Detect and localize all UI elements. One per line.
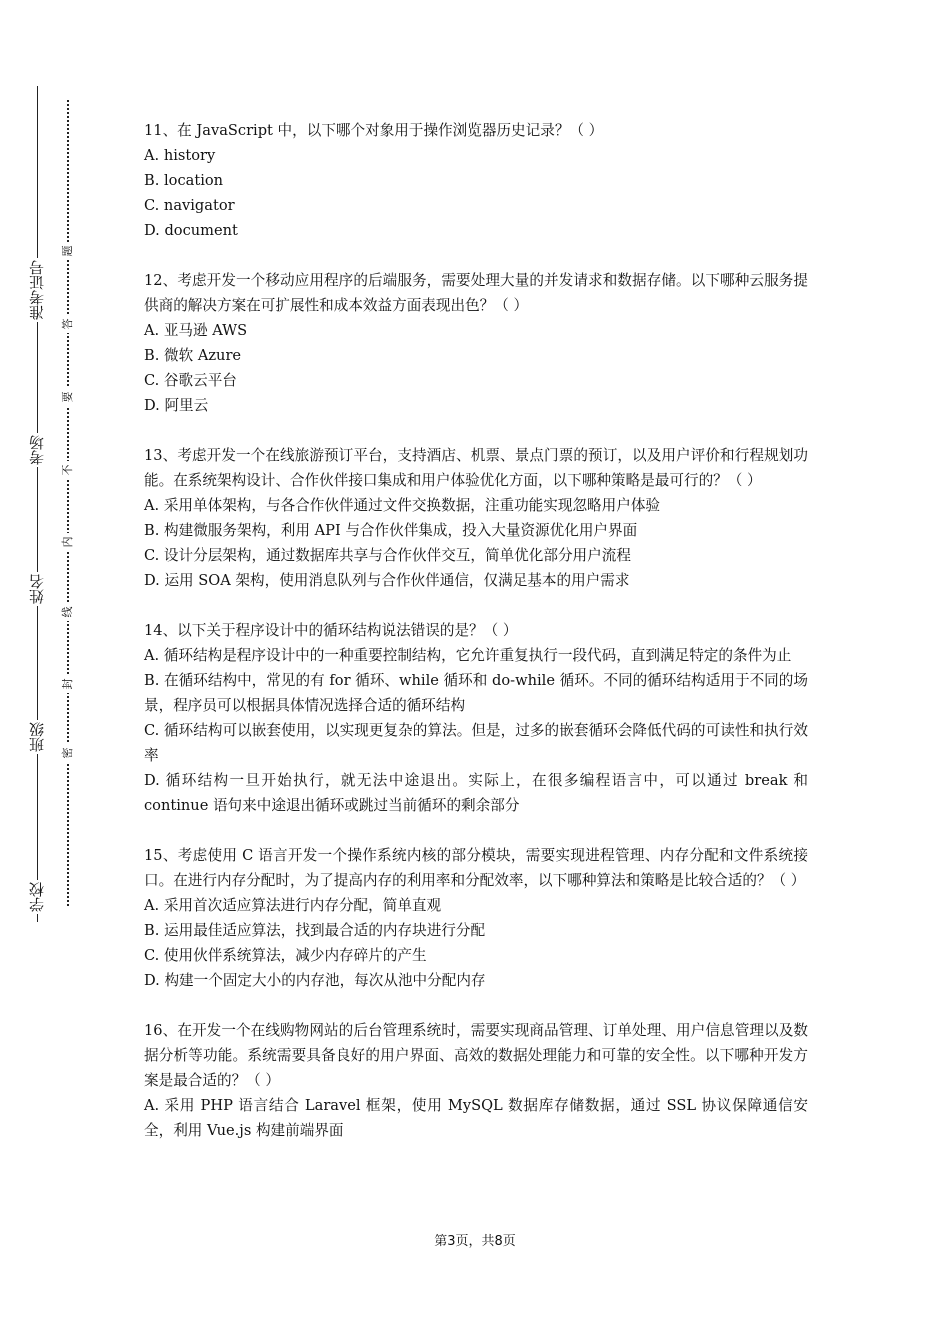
option-d: D. 循环结构一旦开始执行，就无法中途退出。实际上，在很多编程语言中，可以通过 break 和 continue 语句来中途退出循环或跳过当前循环的剩余部分 [144,772,808,814]
option-a: A. history [144,147,216,164]
label-class: 班级 [24,720,50,754]
option-b: B. location [144,172,224,189]
binding-strip [0,0,100,1344]
question-12 [144,268,808,418]
question-14 [144,618,808,818]
seal-char-da: 答 [61,315,75,333]
option-d: D. 阿里云 [144,397,209,414]
question-16 [144,1018,808,1143]
option-b: B. 微软 Azure [144,347,242,364]
label-name: 姓名 [24,572,50,606]
seal-dotted-line [67,100,69,906]
option-a: A. 采用单体架构，与各合作伙伴通过文件交换数据，注重功能实现忽略用户体验 [144,497,661,514]
option-c: C. navigator [144,197,235,214]
question-text: 11、在 JavaScript 中，以下哪个对象用于操作浏览器历史记录？（ ） [144,122,604,139]
seal-char-mi: 密 [61,744,75,762]
question-11 [144,118,808,243]
label-exam-number: 准考证号 [24,258,50,322]
question-text: 16、在开发一个在线购物网站的后台管理系统时，需要实现商品管理、订单处理、用户信息管理以及数据分析等功能。系统需要具备良好的用户界面、高效的数据处理能力和可靠的安全性。以下哪种开发方案是最合适的？（ ） [144,1022,808,1089]
label-school: 学校 [24,880,50,914]
option-a: A. 循环结构是程序设计中的一种重要控制结构，它允许重复执行一段代码，直到满足特定的条件为止 [144,647,792,664]
option-d: D. document [144,222,238,239]
question-text: 14、以下关于程序设计中的循环结构说法错误的是？（ ） [144,622,518,639]
option-a: A. 采用首次适应算法进行内存分配，简单直观 [144,897,442,914]
question-15 [144,843,808,993]
seal-char-nei: 内 [61,533,75,551]
option-a: A. 采用 PHP 语言结合 Laravel 框架，使用 MySQL 数据库存储数据，通过 SSL 协议保障通信安全，利用 Vue.js 构建前端界面 [144,1097,808,1139]
option-b: B. 在循环结构中，常见的有 for 循环、while 循环和 do-while 循环。不同的循环结构适用于不同的场景，程序员可以根据具体情况选择合适的循环结构 [144,672,808,714]
seal-char-xian: 线 [61,603,75,621]
question-13 [144,443,808,593]
seal-char-feng: 封 [61,675,75,693]
option-c: C. 设计分层架构，通过数据库共享与合作伙伴交互，简单优化部分用户流程 [144,547,631,564]
question-text: 15、考虑使用 C 语言开发一个操作系统内核的部分模块，需要实现进程管理、内存分配和文件系统接口。在进行内存分配时，为了提高内存的利用率和分配效率，以下哪种算法和策略是比较合适的？（ ） [144,847,808,889]
option-b: B. 运用最佳适应算法，找到最合适的内存块进行分配 [144,922,486,939]
seal-char-bu: 不 [61,461,75,479]
option-b: B. 构建微服务架构，利用 API 与合作伙伴集成，投入大量资源优化用户界面 [144,522,638,539]
question-text: 13、考虑开发一个在线旅游预订平台，支持酒店、机票、景点门票的预订，以及用户评价和行程规划功能。在系统架构设计、合作伙伴接口集成和用户体验优化方面，以下哪种策略是最可行的？（ ） [144,447,808,489]
seal-char-ti: 题 [61,242,75,260]
option-d: D. 运用 SOA 架构，使用消息队列与合作伙伴通信，仅满足基本的用户需求 [144,572,630,589]
page-number: 第3页，共8页 [434,1234,516,1249]
binding-solid-line [37,86,38,922]
label-exam-room: 考场 [24,433,50,467]
option-d: D. 构建一个固定大小的内存池，每次从池中分配内存 [144,972,486,989]
option-c: C. 谷歌云平台 [144,372,237,389]
option-c: C. 循环结构可以嵌套使用，以实现更复杂的算法。但是，过多的嵌套循环会降低代码的可读性和执行效率 [144,722,808,764]
option-c: C. 使用伙伴系统算法，减少内存碎片的产生 [144,947,427,964]
question-list [144,118,808,1168]
question-text: 12、考虑开发一个移动应用程序的后端服务，需要处理大量的并发请求和数据存储。以下哪种云服务提供商的解决方案在可扩展性和成本效益方面表现出色？（ ） [144,272,808,314]
option-a: A. 亚马逊 AWS [144,322,248,339]
seal-char-yao: 要 [61,388,75,406]
